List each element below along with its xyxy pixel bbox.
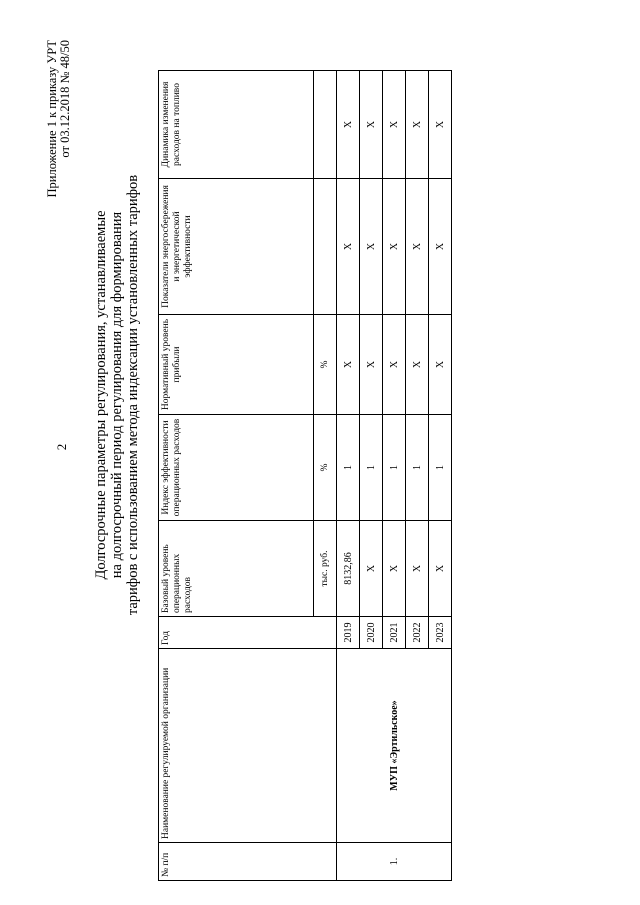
cell-year: 2019 <box>337 617 360 649</box>
cell-profit: Х <box>337 315 360 415</box>
cell-base: 8132,86 <box>337 521 360 617</box>
header-profit: Нормативный уровень прибыли <box>159 315 314 415</box>
cell-profit: Х <box>406 315 429 415</box>
cell-year: 2021 <box>383 617 406 649</box>
cell-index: 1 <box>406 415 429 521</box>
header-index: Индекс эффективности операционных расходов <box>159 415 314 521</box>
table-header-row <box>159 71 314 881</box>
cell-energy: Х <box>383 179 406 315</box>
cell-index: 1 <box>360 415 383 521</box>
cell-fuel: Х <box>429 71 452 179</box>
unit-index: % <box>314 415 337 521</box>
cell-year: 2020 <box>360 617 383 649</box>
heading-line-3: тарифов с использованием метода индексации установленных тарифов <box>125 174 141 616</box>
cell-base: Х <box>406 521 429 617</box>
cell-year: 2022 <box>406 617 429 649</box>
cell-base: Х <box>429 521 452 617</box>
cell-index: 1 <box>383 415 406 521</box>
heading-line-1: Долгосрочные параметры регулирования, устанавливаемые <box>93 210 109 580</box>
cell-energy: Х <box>360 179 383 315</box>
table-row <box>337 71 360 881</box>
cell-profit: Х <box>360 315 383 415</box>
org-name: МУП «Эртильское» <box>337 649 452 843</box>
parameters-table <box>158 70 452 881</box>
cell-profit: Х <box>429 315 452 415</box>
appendix-line-1: Приложение 1 к приказу УРТ <box>45 40 59 198</box>
unit-energy <box>314 179 337 315</box>
unit-profit: % <box>314 315 337 415</box>
unit-base: тыс. руб. <box>314 521 337 617</box>
appendix-note <box>46 40 72 198</box>
appendix-line-2: от 03.12.2018 № 48/50 <box>58 40 72 158</box>
cell-base: Х <box>360 521 383 617</box>
cell-profit: Х <box>383 315 406 415</box>
header-base: Базовый уровень операционных расходов <box>159 521 314 617</box>
cell-fuel: Х <box>337 71 360 179</box>
cell-fuel: Х <box>406 71 429 179</box>
header-org: Наименование регулируемой организации <box>159 649 337 843</box>
cell-energy: Х <box>337 179 360 315</box>
cell-year: 2023 <box>429 617 452 649</box>
header-fuel: Динамика изменения расходов на топливо <box>159 71 314 179</box>
cell-fuel: Х <box>383 71 406 179</box>
header-num: № п/п <box>159 843 337 881</box>
cell-base: Х <box>383 521 406 617</box>
org-number: 1. <box>337 843 452 881</box>
header-energy: Показатели энергосбережения и энергетической эффективности <box>159 179 314 315</box>
cell-fuel: Х <box>360 71 383 179</box>
heading-line-2: на долгосрочный период регулирования для формирования <box>109 211 125 579</box>
cell-index: 1 <box>337 415 360 521</box>
header-year: Год <box>159 617 337 649</box>
document-heading <box>93 115 141 675</box>
cell-index: 1 <box>429 415 452 521</box>
cell-energy: Х <box>406 179 429 315</box>
cell-energy: Х <box>429 179 452 315</box>
page-number: 2 <box>54 443 69 451</box>
unit-fuel <box>314 71 337 179</box>
